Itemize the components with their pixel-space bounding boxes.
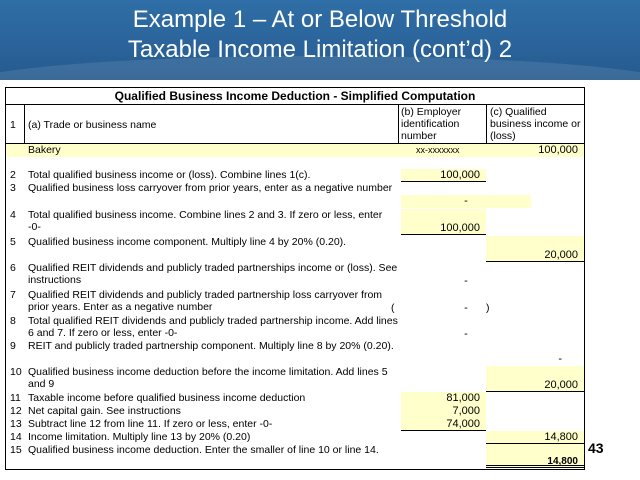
line-text: Subtract line 12 from line 11. If zero or less, enter -0-	[28, 418, 273, 430]
form-line	[6, 169, 584, 182]
slide-title	[0, 5, 640, 65]
line-number: 4	[10, 209, 16, 221]
line-b-value: 100,000	[401, 169, 486, 182]
line-number: 1	[10, 119, 16, 131]
line-text: REIT and publicly traded partnership component. Multiply line 8 by 20% (0.20).	[28, 340, 394, 352]
line-number: 8	[10, 315, 16, 327]
line-c-value: 20,000	[486, 236, 584, 262]
page-number: 43	[588, 440, 604, 456]
line-number: 12	[10, 405, 22, 417]
line-b-value: -	[401, 195, 531, 208]
line-text: Net capital gain. See instructions	[28, 405, 181, 417]
line-text: Income limitation. Multiply line 13 by 20% (0.20)	[28, 431, 251, 443]
qbi-form	[5, 87, 585, 470]
line-text: Qualified business income deduction before the income limitation. Add lines 5 and 9	[28, 366, 388, 390]
line-text: Qualified business loss carryover from prior years, enter as a negative number	[28, 182, 393, 194]
form-line	[6, 431, 584, 444]
line-text: Qualified business income deduction. Enter the smaller of line 10 or line 14.	[28, 444, 379, 456]
line-number: 5	[10, 236, 16, 248]
line-number: 2	[10, 169, 16, 181]
title-line-1: Example 1 – At or Below Threshold	[132, 6, 508, 33]
line-c-value: 14,800	[486, 444, 584, 468]
line-b-value: -	[464, 275, 468, 287]
line-number: 6	[10, 262, 16, 274]
title-line-2: Taxable Income Limitation (cont’d) 2	[127, 36, 513, 63]
line-b-value: 81,000	[401, 392, 486, 405]
slide-header	[0, 0, 640, 80]
line-number: 14	[10, 431, 22, 443]
form-line	[6, 418, 584, 431]
open-paren: (	[391, 302, 395, 314]
line-number: 11	[10, 392, 21, 404]
line-b-value: -	[464, 302, 468, 314]
form-line	[6, 392, 584, 405]
form-line	[6, 209, 584, 235]
line-text: Taxable income before qualified business income deduction	[28, 392, 306, 404]
line-number: 3	[10, 182, 16, 194]
line-c-value: 14,800	[486, 431, 584, 444]
line-text: Total qualified business income or (loss). Combine lines 1(c).	[28, 169, 311, 181]
form-title: Qualified Business Income Deduction - Simplified Computation	[6, 88, 584, 105]
business-qbi: 100,000	[538, 144, 578, 156]
col-a-header: (a) Trade or business name	[28, 119, 157, 131]
line-number: 9	[10, 340, 16, 352]
line-c-value: -	[558, 353, 562, 365]
form-line	[6, 340, 584, 366]
form-line	[6, 444, 584, 470]
form-header-row	[6, 105, 584, 144]
line-text: Total qualified REIT dividends and publicly traded partnership income. Add lines 6 and 7. If zero or less, enter -0-	[28, 315, 398, 339]
line-text: Total qualified business income. Combine lines 2 and 3. If zero or less, enter -0-	[28, 209, 383, 233]
business-row	[6, 144, 584, 157]
line-number: 15	[10, 444, 22, 456]
line-number: 13	[10, 418, 22, 430]
col-c-header: (c) Qualified business income or (loss)	[490, 106, 581, 142]
line-b-value: -	[464, 328, 468, 340]
line-text: Qualified business income component. Multiply line 4 by 20% (0.20).	[28, 236, 347, 248]
form-line	[6, 289, 584, 315]
col-b-header: (b) Employer identification number	[401, 106, 462, 142]
line-text: Qualified REIT dividends and publicly traded partnerships income or (loss). See instructions	[28, 262, 398, 286]
form-line	[6, 262, 584, 288]
line-number: 7	[10, 289, 16, 301]
line-b-value: 7,000	[401, 405, 486, 418]
business-name: Bakery	[28, 144, 61, 156]
line-text: Qualified REIT dividends and publicly traded partnership loss carryover from prior years. Enter as a negative number	[28, 289, 383, 313]
form-line	[6, 236, 584, 262]
line-number: 10	[10, 366, 22, 378]
business-ein: xx-xxxxxxx	[416, 145, 460, 155]
line-b-value: 74,000	[401, 418, 486, 431]
form-line	[6, 405, 584, 418]
form-line	[6, 182, 584, 208]
form-line	[6, 366, 584, 392]
line-b-value: 100,000	[401, 209, 486, 235]
line-c-value: 20,000	[486, 366, 584, 392]
close-paren: )	[486, 302, 490, 314]
form-line	[6, 315, 584, 341]
